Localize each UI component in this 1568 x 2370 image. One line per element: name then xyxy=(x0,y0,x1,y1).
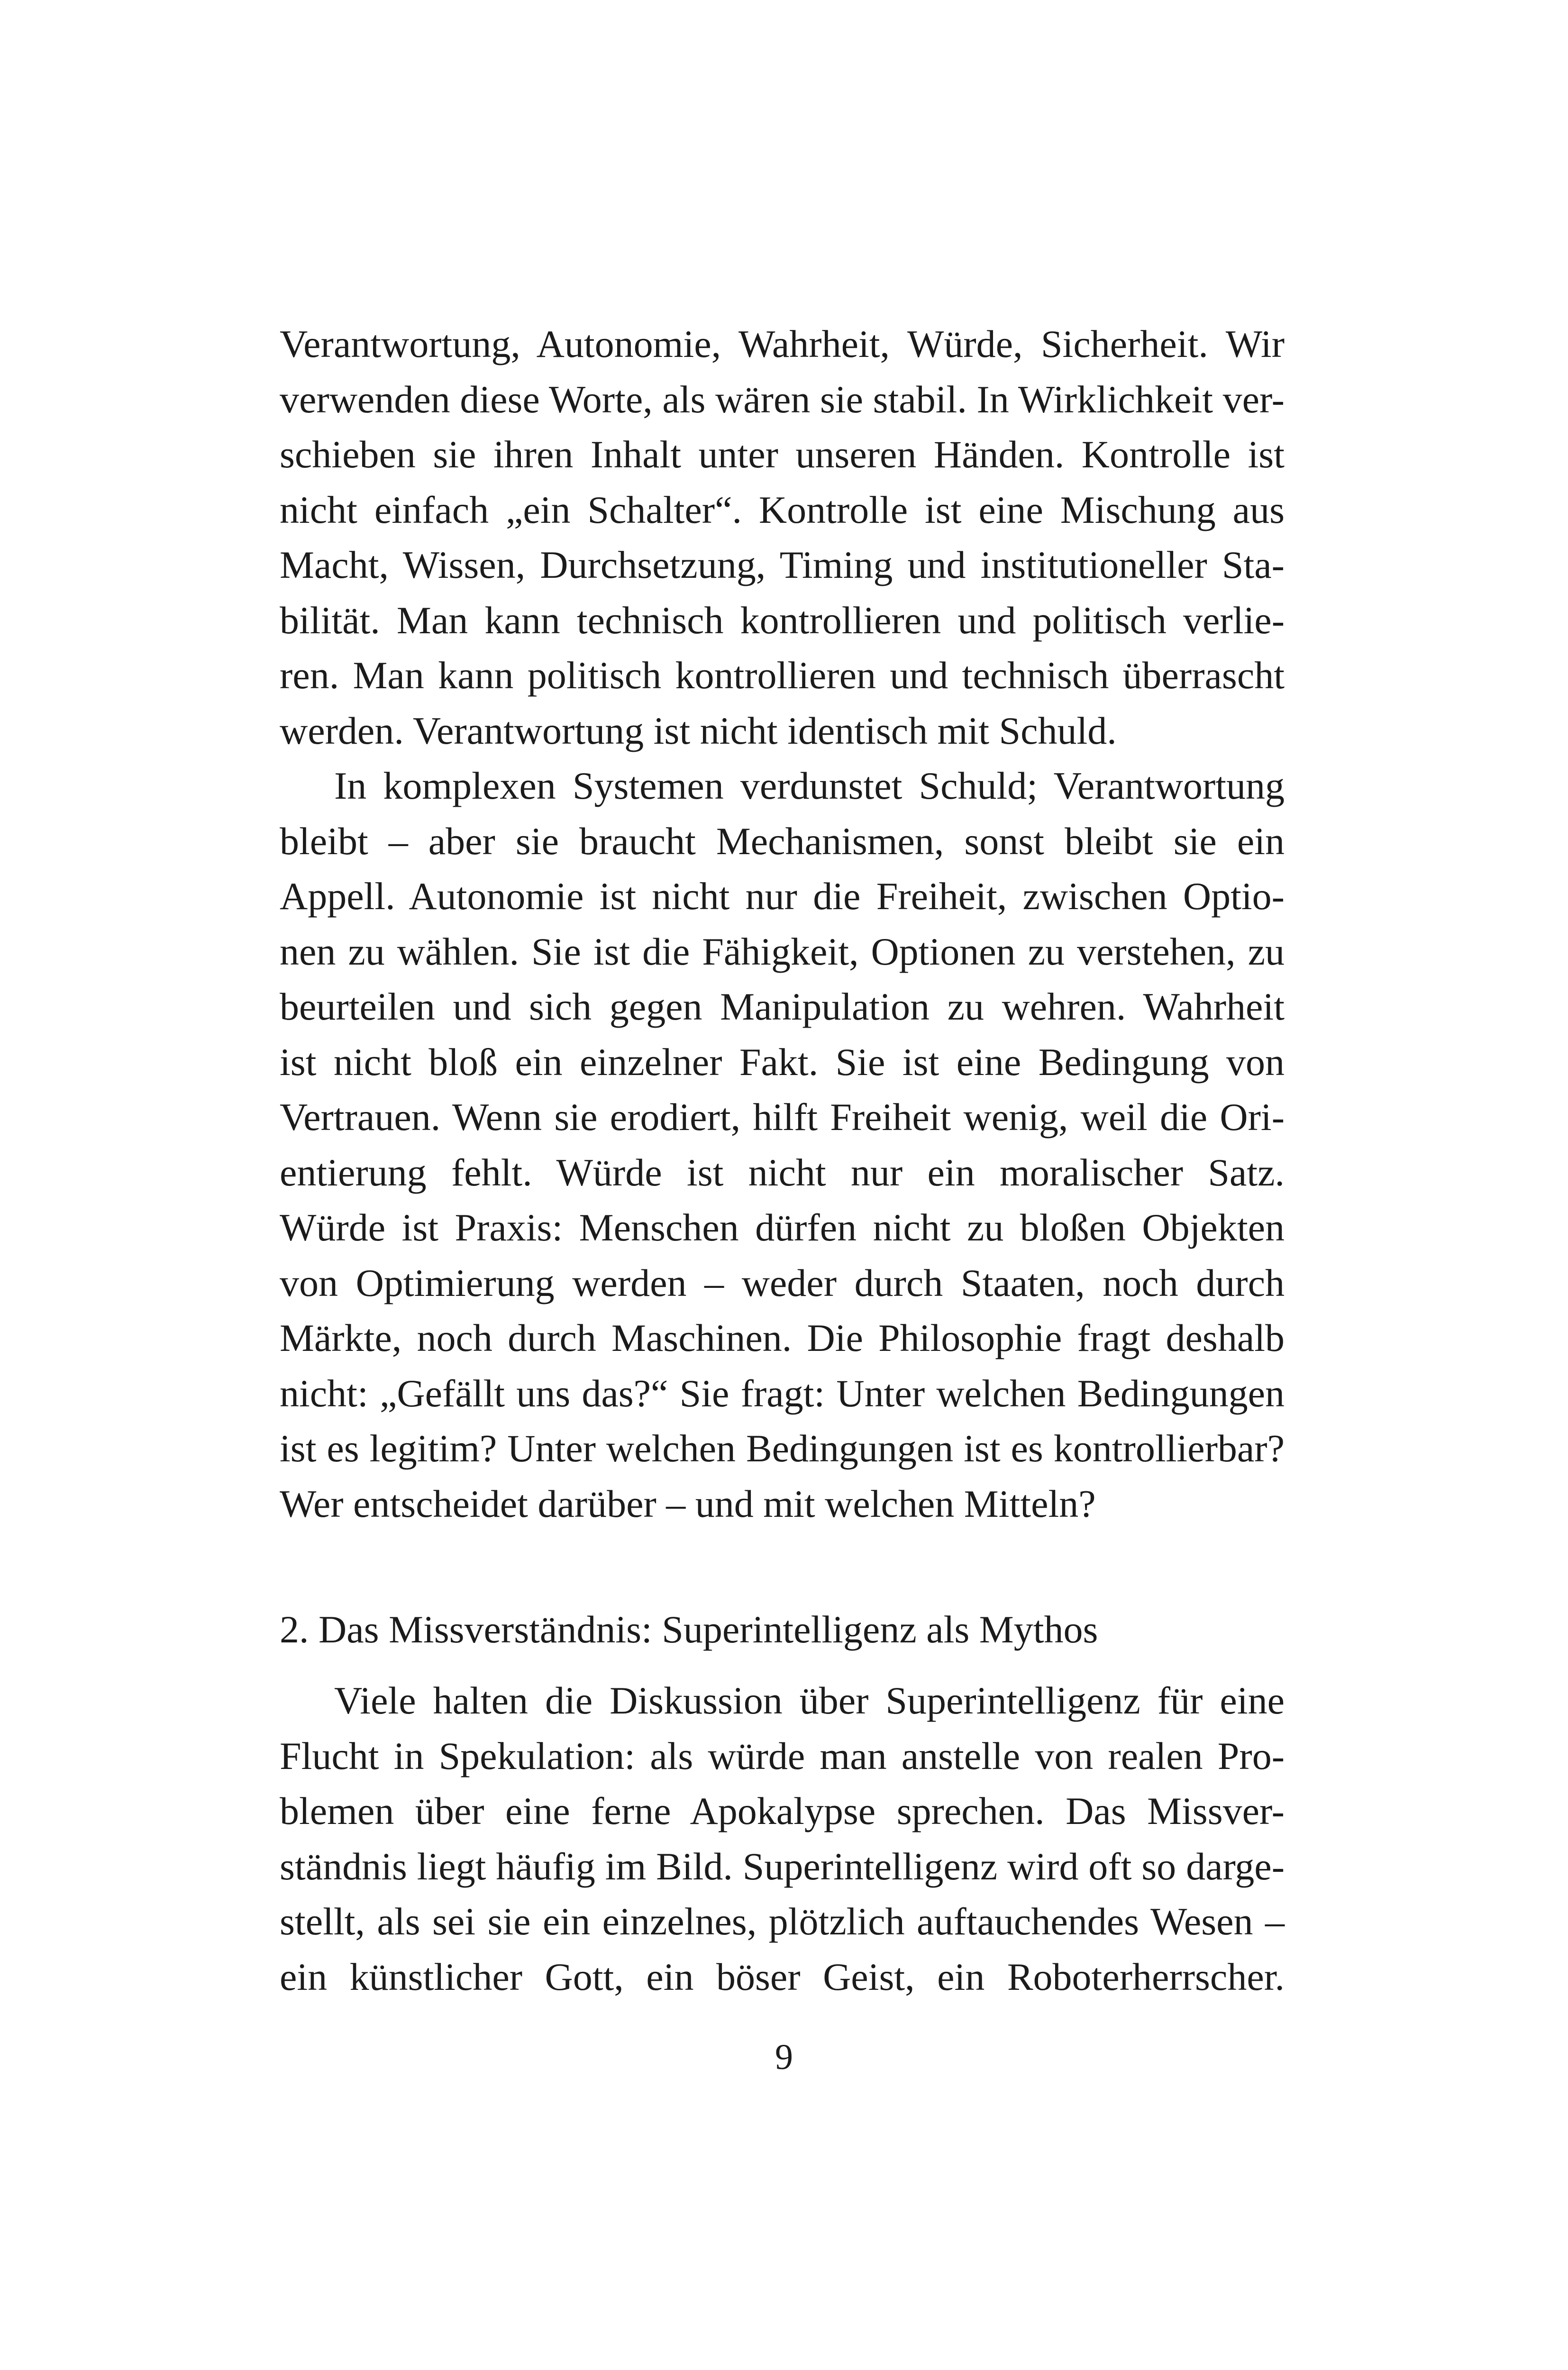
paragraph-responsibility-terms xyxy=(280,317,1285,758)
text-line: blemen über eine ferne Apokalypse sprechen. Das Missver- xyxy=(280,1789,1285,1832)
text-line: Macht, Wissen, Durchsetzung, Timing und institutioneller Sta- xyxy=(280,543,1285,586)
text-line: Verantwortung, Autonomie, Wahrheit, Würde, Sicherheit. Wir xyxy=(280,322,1285,365)
text-line: bilität. Man kann technisch kontrollieren und politisch verlie- xyxy=(280,598,1285,642)
text-line: entierung fehlt. Würde ist nicht nur ein moralischer Satz. xyxy=(280,1150,1285,1194)
text-line: bleibt – aber sie braucht Mechanismen, sonst bleibt sie ein xyxy=(280,819,1285,863)
text-line: nicht: „Gefällt uns das?“ Sie fragt: Unter welchen Bedingungen xyxy=(280,1371,1285,1415)
text-line: Appell. Autonomie ist nicht nur die Freiheit, zwischen Optio- xyxy=(280,875,1285,918)
text-line: ein künstlicher Gott, ein böser Geist, ein Roboterherrscher. xyxy=(280,1955,1285,1998)
text-line: nen zu wählen. Sie ist die Fähigkeit, Optionen zu verstehen, zu xyxy=(280,930,1285,973)
text-line: verwenden diese Worte, als wären sie stabil. In Wirklichkeit ver- xyxy=(280,377,1285,421)
text-line: Würde ist Praxis: Menschen dürfen nicht zu bloßen Objekten xyxy=(280,1206,1285,1249)
text-line: ist nicht bloß ein einzelner Fakt. Sie ist eine Bedingung von xyxy=(280,1040,1285,1084)
text-line: Märkte, noch durch Maschinen. Die Philosophie fragt deshalb xyxy=(280,1316,1285,1359)
text-line: von Optimierung werden – weder durch Staaten, noch durch xyxy=(280,1261,1285,1304)
text-line: ist es legitim? Unter welchen Bedingungen ist es kontrollierbar? xyxy=(280,1427,1285,1470)
text-line: Flucht in Spekulation: als würde man anstelle von realen Pro- xyxy=(280,1734,1285,1778)
text-line: Viele halten die Diskussion über Superintelligenz für eine xyxy=(334,1679,1285,1722)
text-line: schieben sie ihren Inhalt unter unseren Händen. Kontrolle ist xyxy=(280,433,1285,476)
page-number: 9 xyxy=(775,2037,793,2077)
text-line: nicht einfach „ein Schalter“. Kontrolle ist eine Mischung aus xyxy=(280,488,1285,531)
text-line: In komplexen Systemen verdunstet Schuld; Verantwortung xyxy=(334,764,1285,807)
text-line: ren. Man kann politisch kontrollieren und technisch überrascht xyxy=(280,654,1285,697)
paragraph-superintelligence-myth xyxy=(280,1673,1285,2005)
text-line: stellt, als sei sie ein einzelnes, plötzlich auftauchendes Wesen – xyxy=(280,1900,1285,1943)
paragraph-complex-systems xyxy=(280,758,1285,1531)
text-line: Vertrauen. Wenn sie erodiert, hilft Freiheit wenig, weil die Ori- xyxy=(280,1095,1285,1139)
text-line: ständnis liegt häufig im Bild. Superintelligenz wird oft so darge- xyxy=(280,1844,1285,1888)
text-line: Wer entscheidet darüber – und mit welchen Mitteln? xyxy=(280,1482,1096,1525)
section-heading: 2. Das Missverständnis: Superintelligenz als Mythos xyxy=(280,1608,1098,1651)
text-line: werden. Verantwortung ist nicht identisch mit Schuld. xyxy=(280,709,1117,752)
text-line: beurteilen und sich gegen Manipulation zu wehren. Wahrheit xyxy=(280,985,1285,1028)
